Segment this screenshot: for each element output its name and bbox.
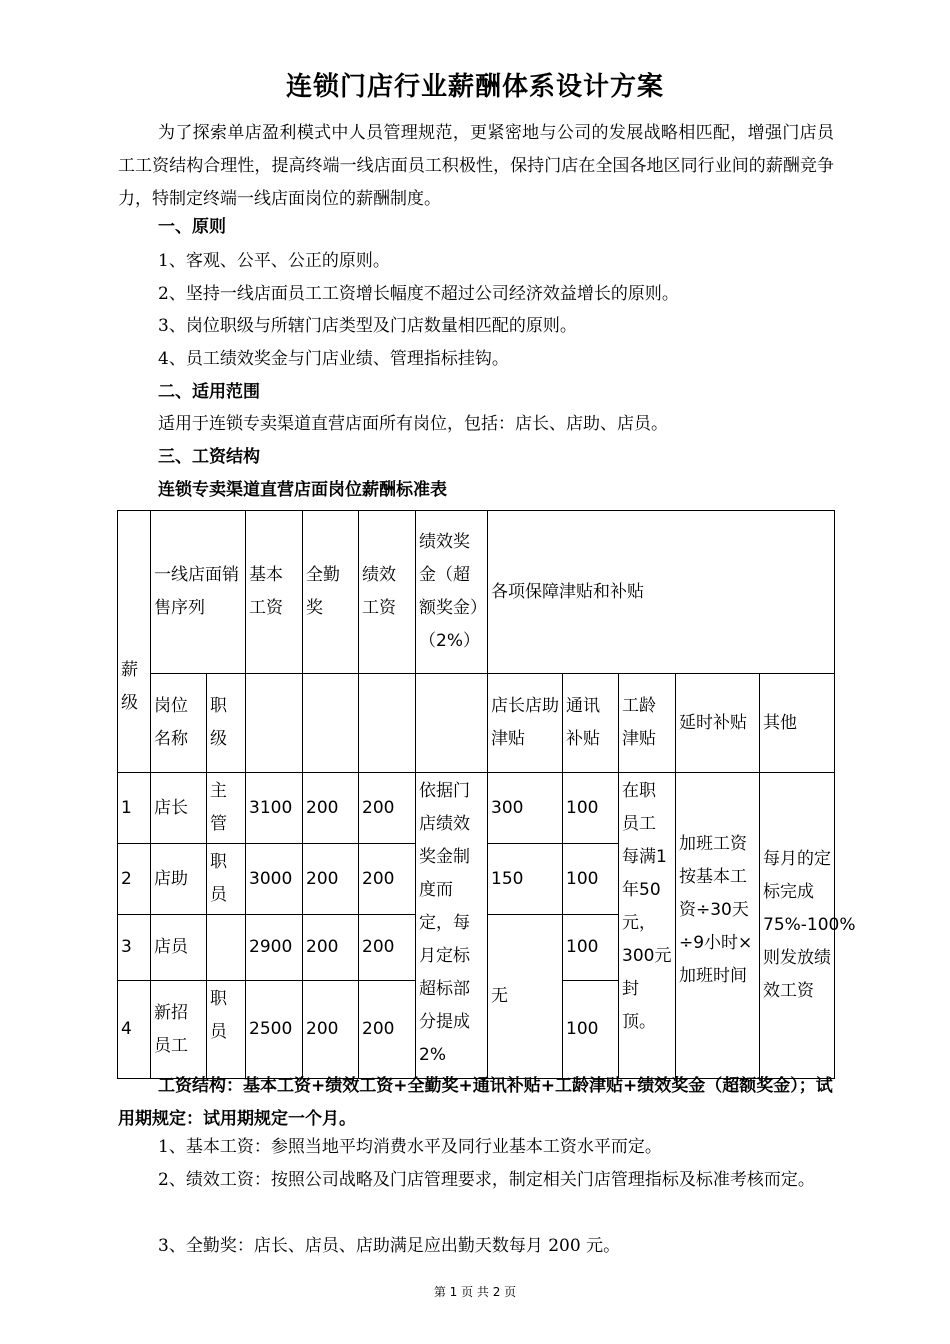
header-post-name: 岗位名称 — [151, 674, 207, 773]
header-series: 一线店面销售序列 — [151, 511, 246, 674]
cell-attendance: 200 — [303, 915, 359, 981]
header-attendance: 全勤奖 — [303, 511, 359, 674]
section-heading-principles: 一、原则 — [158, 217, 226, 237]
cell-communication: 100 — [563, 915, 619, 981]
header-empty — [246, 674, 303, 773]
cell-seniority-note: 在职员工每满1年50元，300元封顶。 — [619, 773, 676, 1079]
cell-communication: 100 — [563, 844, 619, 915]
cell-performance: 200 — [359, 981, 416, 1079]
cell-performance: 200 — [359, 844, 416, 915]
salary-structure-line: 工资结构：基本工资+绩效工资+全勤奖+通讯补贴+工龄津贴+绩效奖金（超额奖金）；试用期规定：试用期规定一个月。 — [118, 1076, 833, 1129]
section-heading-structure: 三、工资结构 — [158, 447, 260, 467]
cell-post: 店员 — [151, 915, 207, 981]
cell-attendance: 200 — [303, 981, 359, 1079]
cell-overtime-note: 加班工资按基本工资÷30天÷9小时×加班时间 — [676, 773, 760, 1079]
cell-base: 3100 — [246, 773, 303, 844]
header-level: 薪级 — [118, 511, 151, 773]
cell-bonus-note: 依据门店绩效奖金制度而定，每月定标超标部分提成2% — [416, 773, 488, 1079]
header-manager-allowance: 店长店助津贴 — [488, 674, 563, 773]
cell-attendance: 200 — [303, 773, 359, 844]
principle-item: 4、员工绩效奖金与门店业绩、管理指标挂钩。 — [158, 349, 509, 369]
cell-rank: 职员 — [207, 981, 246, 1079]
cell-level: 1 — [118, 773, 151, 844]
cell-post: 店长 — [151, 773, 207, 844]
table-row — [118, 773, 835, 844]
cell-post: 店助 — [151, 844, 207, 915]
header-seniority: 工龄津贴 — [619, 674, 676, 773]
cell-base: 3000 — [246, 844, 303, 915]
cell-attendance: 200 — [303, 844, 359, 915]
header-base-salary: 基本工资 — [246, 511, 303, 674]
cell-manager-allowance: 无 — [488, 915, 563, 1079]
cell-manager-allowance: 150 — [488, 844, 563, 915]
header-empty — [359, 674, 416, 773]
header-performance-salary: 绩效工资 — [359, 511, 416, 674]
cell-rank: 主管 — [207, 773, 246, 844]
cell-level: 4 — [118, 981, 151, 1079]
page-footer: 第 1 页 共 2 页 — [433, 1285, 517, 1299]
header-empty — [303, 674, 359, 773]
principle-item: 1、客观、公平、公正的原则。 — [158, 251, 390, 271]
intro-paragraph: 为了探索单店盈利模式中人员管理规范，更紧密地与公司的发展战略相匹配，增强门店员工工资结构合理性，提高终端一线店面员工积极性，保持门店在全国各地区同行业间的薪酬竞争力，特制定终端一线店面岗位的薪酬制度。 — [118, 123, 834, 209]
cell-other-note: 每月的定标完成75%-100%则发放绩效工资 — [760, 773, 835, 1079]
document-title: 连锁门店行业薪酬体系设计方案 — [285, 72, 664, 102]
note-item: 3、全勤奖：店长、店员、店助满足应出勤天数每月 200 元。 — [158, 1236, 621, 1256]
header-rank: 职级 — [207, 674, 246, 773]
cell-communication: 100 — [563, 773, 619, 844]
cell-level: 3 — [118, 915, 151, 981]
cell-level: 2 — [118, 844, 151, 915]
cell-base: 2900 — [246, 915, 303, 981]
cell-manager-allowance: 300 — [488, 773, 563, 844]
cell-post: 新招员工 — [151, 981, 207, 1079]
header-bonus: 绩效奖金（超额奖金）（2%） — [416, 511, 488, 674]
header-overtime: 延时补贴 — [676, 674, 760, 773]
principle-item: 2、坚持一线店面员工工资增长幅度不超过公司经济效益增长的原则。 — [158, 284, 679, 304]
principle-item: 3、岗位职级与所辖门店类型及门店数量相匹配的原则。 — [158, 316, 577, 336]
note-item: 1、基本工资：参照当地平均消费水平及同行业基本工资水平而定。 — [158, 1137, 662, 1157]
cell-rank: 职员 — [207, 844, 246, 915]
header-communication: 通讯补贴 — [563, 674, 619, 773]
header-allowances: 各项保障津贴和补贴 — [488, 511, 835, 674]
cell-performance: 200 — [359, 773, 416, 844]
cell-performance: 200 — [359, 915, 416, 981]
cell-base: 2500 — [246, 981, 303, 1079]
table-title: 连锁专卖渠道直营店面岗位薪酬标准表 — [158, 480, 447, 500]
cell-communication: 100 — [563, 981, 619, 1079]
note-item: 2、绩效工资：按照公司战略及门店管理要求，制定相关门店管理指标及标准考核而定。 — [158, 1170, 815, 1190]
salary-table — [117, 510, 856, 1079]
section-heading-scope: 二、适用范围 — [158, 382, 260, 402]
cell-rank — [207, 915, 246, 981]
header-other: 其他 — [760, 674, 835, 773]
header-empty — [416, 674, 488, 773]
scope-text: 适用于连锁专卖渠道直营店面所有岗位，包括：店长、店助、店员。 — [158, 414, 668, 434]
